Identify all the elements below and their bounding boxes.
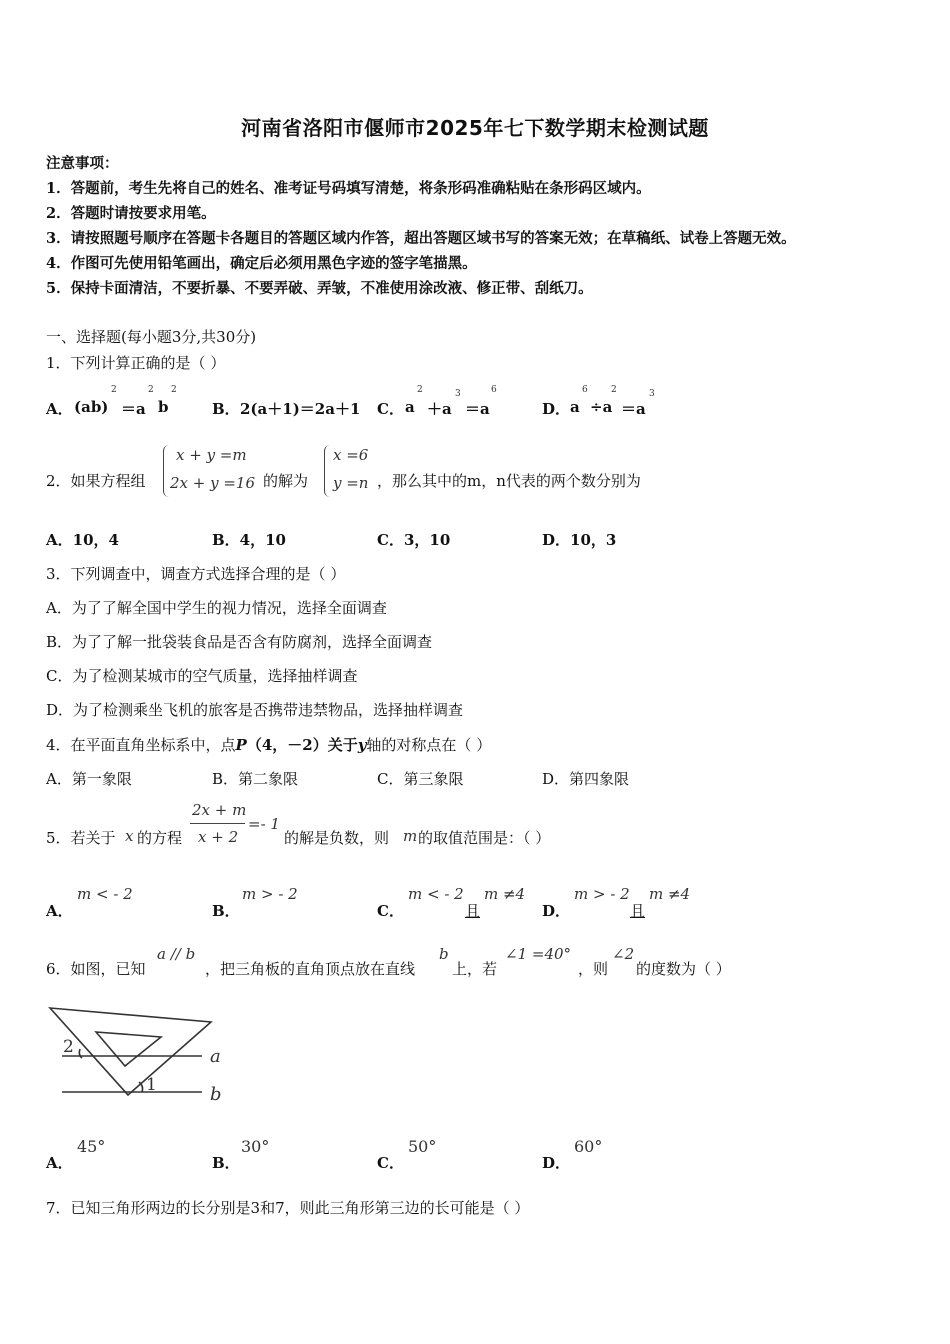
q6-angle2: ∠2 bbox=[612, 945, 635, 963]
label-a: a bbox=[210, 1046, 221, 1067]
notice-item-1: 1．答题前，考生先将自己的姓名、准考证号码填写清楚，将条形码准确粘贴在条形码区域内。 bbox=[46, 180, 651, 197]
q6-a-label: A． bbox=[46, 1154, 73, 1172]
notice-item-2: 2．答题时请按要求用笔。 bbox=[46, 205, 216, 222]
q5-denominator: x + 2 bbox=[198, 828, 239, 846]
q1-b-label: B． bbox=[212, 400, 240, 418]
q4-option-b: B．第二象限 bbox=[212, 770, 299, 788]
q4-option-d: D．第四象限 bbox=[542, 770, 630, 788]
q4-option-c: C．第三象限 bbox=[377, 770, 464, 788]
label-1: 1 bbox=[146, 1075, 157, 1095]
label-2: 2 bbox=[63, 1037, 74, 1057]
q2-option-b: B．4，10 bbox=[212, 531, 286, 549]
q5-var: x bbox=[125, 827, 134, 845]
q4-coords: （4，－2）关于 bbox=[246, 736, 358, 754]
q6-a-val: 45° bbox=[77, 1137, 106, 1156]
q1-c-exp2: 3 bbox=[455, 389, 461, 399]
q1-a-t3: b bbox=[158, 398, 169, 416]
q1-d-label: D． bbox=[542, 400, 571, 418]
q1-a-t1: (ab) bbox=[74, 398, 109, 416]
q6-b-val: 30° bbox=[241, 1137, 270, 1156]
q1-c-t2: ＋a bbox=[427, 400, 452, 418]
notice-heading: 注意事项： bbox=[46, 155, 119, 172]
q2-system-brace bbox=[163, 445, 170, 497]
q5-c-expr2: m ≠4 bbox=[484, 885, 526, 903]
page-title: 河南省洛阳市偃师市2025年七下数学期末检测试题 bbox=[241, 116, 709, 140]
q1-d-t3: ＝a bbox=[621, 400, 646, 418]
q1-c-label: C． bbox=[377, 400, 404, 418]
q5-d-expr2: m ≠4 bbox=[649, 885, 691, 903]
section-heading: 一、选择题(每小题3分,共30分) bbox=[46, 328, 257, 346]
q1-b-text: 2(a＋1)＝2a＋1 bbox=[240, 400, 361, 418]
q2-mid: 的解为 bbox=[263, 472, 309, 490]
q6-post: 的度数为（ ） bbox=[636, 960, 731, 978]
q6-d-label: D． bbox=[542, 1154, 571, 1172]
q6-figure bbox=[46, 1000, 236, 1110]
q4-point: P bbox=[235, 736, 247, 754]
q1-stem: 1．下列计算正确的是（ ） bbox=[46, 354, 226, 372]
q5-m: m bbox=[403, 827, 418, 845]
q1-d-exp2: 2 bbox=[611, 385, 617, 395]
q6-pre: 6．如图，已知 bbox=[46, 960, 146, 978]
q5-d-and: 且 bbox=[630, 902, 646, 920]
outer-triangle bbox=[50, 1008, 211, 1095]
q2-solution-brace bbox=[324, 445, 331, 497]
q2-pre: 2．如果方程组 bbox=[46, 472, 146, 490]
q7-stem: 7．已知三角形两边的长分别是3和7，则此三角形第三边的长可能是（ ） bbox=[46, 1199, 530, 1217]
q5-b-expr: m > - 2 bbox=[242, 885, 298, 903]
q5-numerator: 2x + m bbox=[192, 801, 247, 819]
notice-item-3: 3．请按照题号顺序在答题卡各题目的答题区域内作答，超出答题区域书写的答案无效；在草稿纸、试卷上答题无效。 bbox=[46, 230, 796, 247]
q1-a-t2: ＝a bbox=[121, 400, 146, 418]
q1-a-exp3: 2 bbox=[171, 385, 177, 395]
q1-d-exp3: 3 bbox=[649, 389, 655, 399]
q3-option-d: D．为了检测乘坐飞机的旅客是否携带违禁物品，选择抽样调查 bbox=[46, 701, 464, 719]
q6-angle1: ∠1 =40° bbox=[505, 945, 572, 963]
q2-eq2: 2x + y =16 bbox=[170, 474, 256, 492]
q3-option-c: C．为了检测某城市的空气质量，选择抽样调查 bbox=[46, 667, 358, 685]
q4-pre: 4．在平面直角坐标系中，点 bbox=[46, 736, 236, 754]
inner-triangle bbox=[96, 1032, 161, 1066]
q2-option-a: A．10，4 bbox=[46, 531, 119, 549]
q2-option-c: C．3，10 bbox=[377, 531, 451, 549]
q1-a-exp1: 2 bbox=[111, 385, 117, 395]
q2-sol2: y =n bbox=[333, 474, 369, 492]
q3-option-b: B．为了了解一批袋装食品是否含有防腐剂，选择全面调查 bbox=[46, 633, 433, 651]
q3-stem: 3．下列调查中，调查方式选择合理的是（ ） bbox=[46, 565, 346, 583]
q2-eq1: x + y =m bbox=[176, 446, 247, 464]
q1-a-exp2: 2 bbox=[148, 385, 154, 395]
q5-c-expr: m < - 2 bbox=[408, 885, 464, 903]
q1-d-t2: ÷a bbox=[590, 398, 613, 416]
q5-post2: 的取值范围是：（ ） bbox=[418, 829, 551, 847]
q5-post1: 的解是负数，则 bbox=[284, 829, 390, 847]
q1-c-exp3: 6 bbox=[491, 385, 497, 395]
q5-fraction-bar bbox=[190, 823, 245, 824]
q5-a-expr: m < - 2 bbox=[77, 885, 133, 903]
q5-d-label: D． bbox=[542, 902, 571, 920]
q6-mid2: 上，若 bbox=[452, 960, 498, 978]
label-b: b bbox=[210, 1084, 222, 1105]
q4-axis: y bbox=[357, 736, 367, 754]
q6-c-val: 50° bbox=[408, 1137, 437, 1156]
q5-a-label: A． bbox=[46, 902, 73, 920]
notice-item-4: 4．作图可先使用铅笔画出，确定后必须用黑色字迹的签字笔描黑。 bbox=[46, 255, 477, 272]
q5-d-expr: m > - 2 bbox=[574, 885, 630, 903]
q6-mid1: ，把三角板的直角顶点放在直线 bbox=[205, 960, 416, 978]
notice-item-5: 5．保持卡面清洁，不要折暴、不要弄破、弄皱，不准使用涂改液、修正带、刮纸刀。 bbox=[46, 280, 593, 297]
q2-option-d: D．10，3 bbox=[542, 531, 617, 549]
q1-d-t1: a bbox=[570, 398, 580, 416]
q4-option-a: A．第一象限 bbox=[46, 770, 132, 788]
q1-c-t1: a bbox=[405, 398, 415, 416]
q1-a-label: A． bbox=[46, 400, 73, 418]
q5-mid: 的方程 bbox=[137, 829, 183, 847]
q5-c-label: C． bbox=[377, 902, 404, 920]
q4-stem bbox=[46, 734, 491, 755]
q6-d-val: 60° bbox=[574, 1137, 603, 1156]
angle-2-arc bbox=[79, 1049, 82, 1058]
q2-post: ，那么其中的m，n代表的两个数分别为 bbox=[377, 472, 641, 490]
q6-mid3: ，则 bbox=[578, 960, 609, 978]
q5-b-label: B． bbox=[212, 902, 240, 920]
q6-line-b: b bbox=[439, 945, 449, 963]
q6-c-label: C． bbox=[377, 1154, 404, 1172]
q2-sol1: x =6 bbox=[333, 446, 369, 464]
q4-post: 轴的对称点在（ ） bbox=[366, 736, 492, 754]
q5-rhs: =- 1 bbox=[248, 815, 280, 833]
q5-c-and: 且 bbox=[465, 902, 481, 920]
q1-c-exp1: 2 bbox=[417, 385, 423, 395]
q6-parallel: a // b bbox=[157, 945, 196, 963]
q6-b-label: B． bbox=[212, 1154, 240, 1172]
q1-c-t3: ＝a bbox=[465, 400, 490, 418]
q5-pre: 5．若关于 bbox=[46, 829, 116, 847]
q1-d-exp1: 6 bbox=[582, 385, 588, 395]
q3-option-a: A．为了了解全国中学生的视力情况，选择全面调查 bbox=[46, 599, 387, 617]
